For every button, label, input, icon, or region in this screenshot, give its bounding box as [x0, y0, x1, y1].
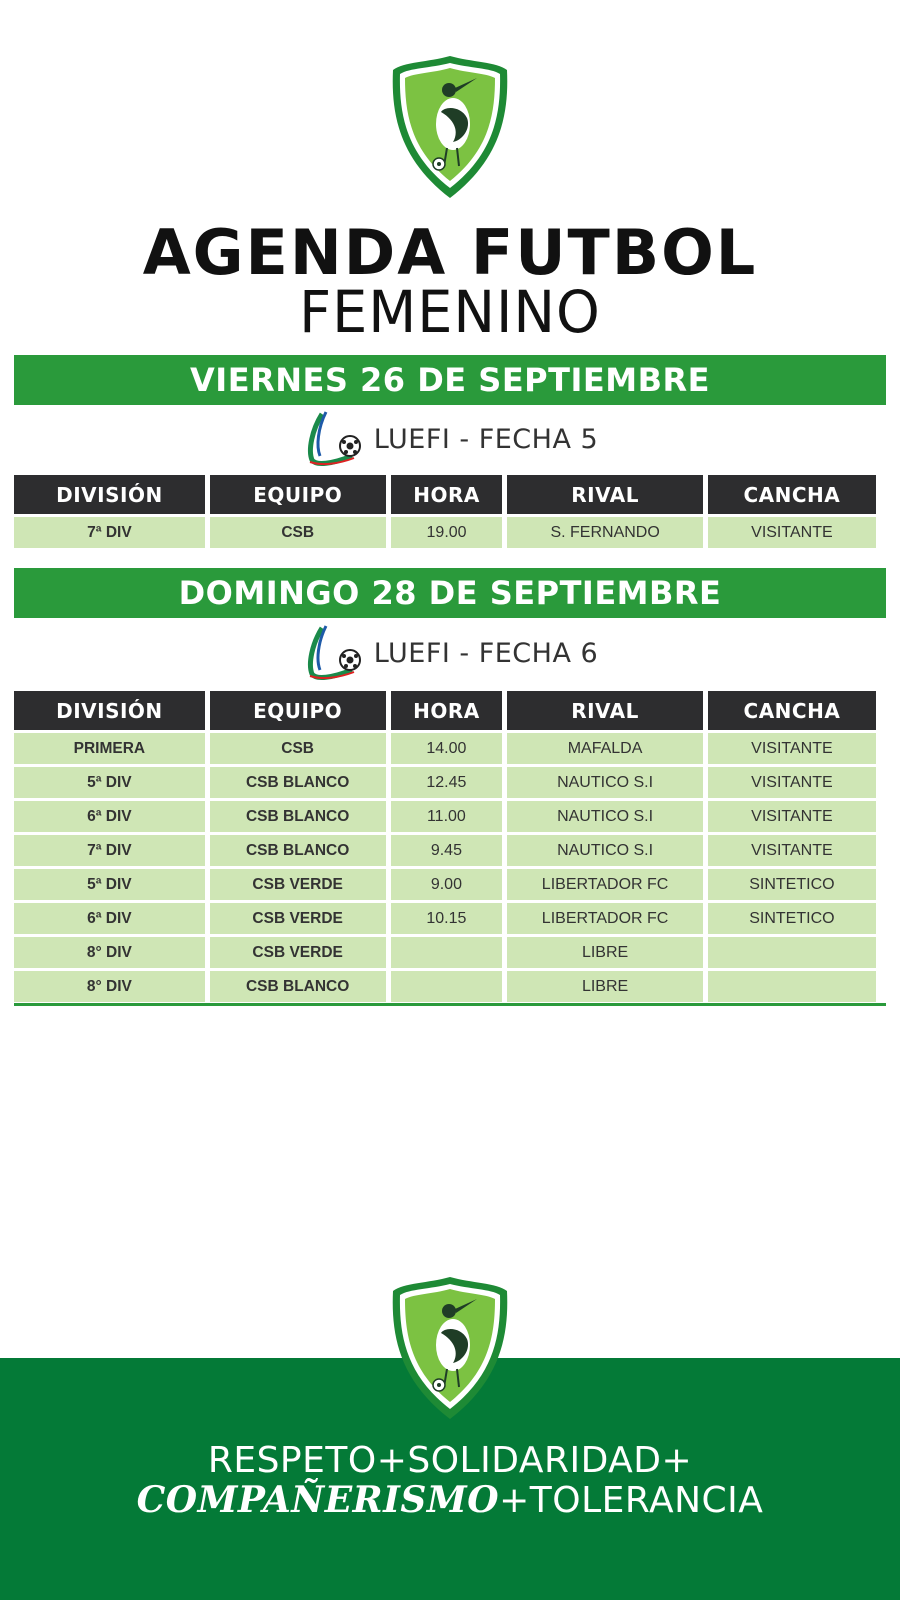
equipo-cell: CSB VERDE: [210, 937, 386, 968]
cancha-cell: VISITANTE: [708, 835, 876, 866]
column-header-equipo: EQUIPO: [210, 691, 386, 730]
club-crest-icon: [389, 54, 511, 200]
equipo-cell: CSB VERDE: [210, 869, 386, 900]
column-header-rival: RIVAL: [507, 691, 703, 730]
league-label: LUEFI - FECHA 6: [373, 637, 599, 669]
division-cell: 5ª DIV: [14, 869, 205, 900]
rival-cell: LIBERTADOR FC: [507, 869, 703, 900]
table-bottom-divider: [14, 1003, 886, 1006]
table-row: [14, 869, 876, 900]
equipo-cell: CSB VERDE: [210, 903, 386, 934]
cancha-cell: SINTETICO: [708, 869, 876, 900]
hora-cell: 19.00: [391, 517, 503, 548]
cancha-cell: SINTETICO: [708, 903, 876, 934]
equipo-cell: CSB BLANCO: [210, 801, 386, 832]
hora-cell: [391, 937, 503, 968]
motto-line-2-rest: +TOLERANCIA: [499, 1480, 764, 1521]
league-heading-fecha-6: [0, 624, 900, 682]
column-header-division: DIVISIÓN: [14, 475, 205, 514]
rival-cell: NAUTICO S.I: [507, 801, 703, 832]
column-header-cancha: CANCHA: [708, 475, 876, 514]
division-cell: PRIMERA: [14, 733, 205, 764]
cancha-cell: VISITANTE: [708, 767, 876, 798]
table-row: [14, 733, 876, 764]
division-cell: 7ª DIV: [14, 835, 205, 866]
column-header-division: DIVISIÓN: [14, 691, 205, 730]
column-header-hora: HORA: [391, 691, 503, 730]
league-heading-fecha-5: [0, 410, 900, 468]
schedule-table-friday: [9, 472, 881, 551]
motto-script-word: COMPAÑERISMO: [136, 1479, 500, 1521]
column-header-rival: RIVAL: [507, 475, 702, 514]
table-row: [14, 835, 876, 866]
rival-cell: MAFALDA: [507, 733, 703, 764]
table-row: [14, 971, 876, 1002]
table-row: [14, 801, 876, 832]
column-header-equipo: EQUIPO: [210, 475, 386, 514]
page-title: AGENDA FUTBOL: [142, 216, 758, 289]
equipo-cell: CSB BLANCO: [210, 767, 386, 798]
hora-cell: 11.00: [391, 801, 503, 832]
cancha-cell: VISITANTE: [708, 733, 876, 764]
rival-cell: LIBRE: [507, 937, 703, 968]
motto-line-2: [0, 1479, 900, 1521]
motto-line-1: RESPETO+SOLIDARIDAD+: [207, 1440, 693, 1481]
cancha-cell: [708, 971, 876, 1002]
hora-cell: 10.15: [391, 903, 503, 934]
luefi-logo-icon: [302, 410, 364, 468]
table-row: [14, 767, 876, 798]
page-subtitle: FEMENINO: [299, 278, 601, 346]
division-cell: 7ª DIV: [14, 517, 205, 548]
hora-cell: 12.45: [391, 767, 503, 798]
division-cell: 6ª DIV: [14, 801, 205, 832]
schedule-table-sunday: [9, 688, 881, 1005]
hora-cell: 14.00: [391, 733, 503, 764]
division-cell: 8° DIV: [14, 937, 205, 968]
luefi-logo-icon: [302, 624, 364, 682]
equipo-cell: CSB: [210, 733, 386, 764]
equipo-cell: CSB BLANCO: [210, 835, 386, 866]
hora-cell: 9.45: [391, 835, 503, 866]
table-row: [14, 903, 876, 934]
division-cell: 6ª DIV: [14, 903, 205, 934]
rival-cell: NAUTICO S.I: [507, 767, 703, 798]
rival-cell: NAUTICO S.I: [507, 835, 703, 866]
table-row: [14, 517, 876, 548]
hora-cell: 9.00: [391, 869, 503, 900]
club-crest-icon: [389, 1275, 511, 1421]
rival-cell: LIBRE: [507, 971, 703, 1002]
rival-cell: LIBERTADOR FC: [507, 903, 703, 934]
hora-cell: [391, 971, 503, 1002]
table-header-row: [14, 691, 876, 730]
day-banner-sunday: DOMINGO 28 DE SEPTIEMBRE: [14, 568, 886, 618]
cancha-cell: VISITANTE: [708, 801, 876, 832]
equipo-cell: CSB BLANCO: [210, 971, 386, 1002]
table-row: [14, 937, 876, 968]
column-header-cancha: CANCHA: [708, 691, 876, 730]
division-cell: 5ª DIV: [14, 767, 205, 798]
day-banner-friday: VIERNES 26 DE SEPTIEMBRE: [14, 355, 886, 405]
table-header-row: [14, 475, 876, 514]
cancha-cell: VISITANTE: [708, 517, 876, 548]
rival-cell: S. FERNANDO: [507, 517, 702, 548]
column-header-hora: HORA: [391, 475, 503, 514]
division-cell: 8° DIV: [14, 971, 205, 1002]
equipo-cell: CSB: [210, 517, 386, 548]
league-label: LUEFI - FECHA 5: [373, 423, 599, 455]
cancha-cell: [708, 937, 876, 968]
